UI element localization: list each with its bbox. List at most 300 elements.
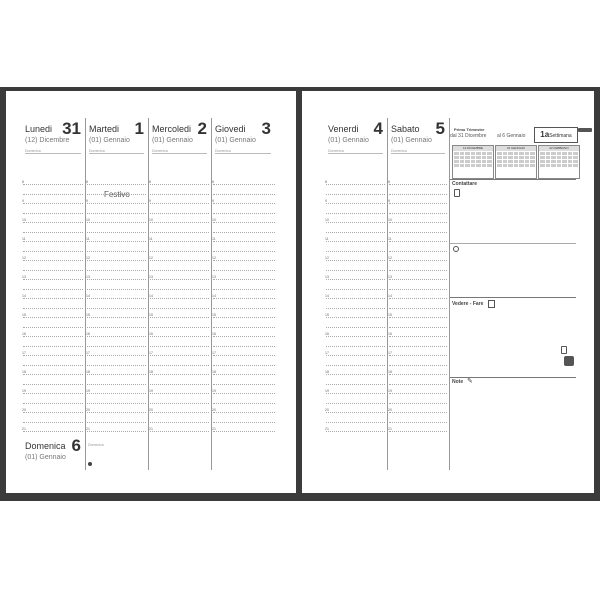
hour-line[interactable]: [87, 194, 146, 195]
hour-line[interactable]: [23, 251, 83, 252]
hour-line[interactable]: [23, 270, 83, 271]
hour-line[interactable]: [389, 260, 447, 261]
hour-label: 12: [86, 256, 90, 260]
day-month: (01) Gennaio: [328, 137, 369, 144]
hour-line[interactable]: [213, 308, 275, 309]
hour-label: 8: [325, 180, 327, 184]
hour-line[interactable]: [389, 308, 447, 309]
hour-line[interactable]: [389, 270, 447, 271]
hour-label: 11: [149, 237, 153, 241]
hour-label: 12: [212, 256, 216, 260]
hour-line[interactable]: [150, 365, 209, 366]
hour-line[interactable]: [213, 412, 275, 413]
hour-line[interactable]: [23, 384, 83, 385]
hour-line[interactable]: [326, 412, 385, 413]
day-number: 6: [71, 436, 81, 455]
hour-line[interactable]: [23, 403, 83, 404]
hour-line[interactable]: [389, 289, 447, 290]
hour-label: 17: [149, 351, 153, 355]
hour-label: 20: [22, 408, 26, 412]
hour-line[interactable]: [326, 279, 385, 280]
hour-line[interactable]: [213, 336, 275, 337]
hour-line[interactable]: [326, 308, 385, 309]
hour-label: 10: [86, 218, 90, 222]
hour-line[interactable]: [326, 346, 385, 347]
hour-line[interactable]: [213, 270, 275, 271]
hour-line[interactable]: [23, 327, 83, 328]
day-month: (01) Gennaio: [391, 137, 432, 144]
hour-line[interactable]: [389, 232, 447, 233]
hour-line[interactable]: [23, 336, 83, 337]
hour-line[interactable]: [389, 279, 447, 280]
hour-line[interactable]: [389, 384, 447, 385]
hour-line[interactable]: [23, 346, 83, 347]
hour-line[interactable]: [23, 222, 83, 223]
hour-line[interactable]: [87, 365, 146, 366]
hour-line[interactable]: [150, 298, 209, 299]
bullet-icon: [88, 462, 92, 466]
day-number: 1: [134, 119, 144, 138]
hour-line[interactable]: [150, 260, 209, 261]
hour-line[interactable]: [23, 308, 83, 309]
hour-line[interactable]: [326, 336, 385, 337]
mini-calendar-february: 02 FEBBRAIO: [538, 145, 580, 179]
hour-line[interactable]: [213, 241, 275, 242]
hour-line[interactable]: [389, 203, 447, 204]
hour-label: 17: [86, 351, 90, 355]
hour-line[interactable]: [23, 279, 83, 280]
hour-line[interactable]: [150, 222, 209, 223]
day-number: 2: [197, 119, 207, 138]
hour-line[interactable]: [389, 346, 447, 347]
hour-line[interactable]: [326, 270, 385, 271]
hour-line[interactable]: [87, 251, 146, 252]
hour-line[interactable]: [87, 308, 146, 309]
hour-label: 14: [149, 294, 153, 298]
hour-line[interactable]: [326, 403, 385, 404]
hour-line[interactable]: [23, 213, 83, 214]
hour-label: 20: [212, 408, 216, 412]
hour-label: 16: [86, 332, 90, 336]
hour-line[interactable]: [326, 431, 385, 432]
hour-line[interactable]: [87, 393, 146, 394]
day-field: Domenica: [391, 149, 407, 153]
hour-label: 9: [325, 199, 327, 203]
hour-line[interactable]: [213, 298, 275, 299]
hour-line[interactable]: [389, 194, 447, 195]
hour-line[interactable]: [150, 336, 209, 337]
day-field: Domenica: [89, 149, 105, 153]
hour-line[interactable]: [389, 298, 447, 299]
day-name: Martedi: [89, 124, 120, 134]
hour-line[interactable]: [87, 374, 146, 375]
hour-line[interactable]: [150, 403, 209, 404]
hour-line[interactable]: [150, 346, 209, 347]
hour-line[interactable]: [326, 384, 385, 385]
hour-label: 21: [86, 427, 90, 431]
hour-label: 20: [86, 408, 90, 412]
hour-line[interactable]: [87, 184, 146, 185]
hour-line[interactable]: [213, 384, 275, 385]
hour-line[interactable]: [389, 374, 447, 375]
day-field: Domenica: [25, 149, 41, 153]
hour-label: 10: [388, 218, 392, 222]
hour-label: 12: [388, 256, 392, 260]
right-page: [302, 91, 594, 493]
hour-line[interactable]: [87, 422, 146, 423]
hour-label: 13: [86, 275, 90, 279]
hour-line[interactable]: [213, 374, 275, 375]
notes-title: Note: [452, 379, 464, 385]
hour-label: 17: [22, 351, 26, 355]
hour-line[interactable]: [326, 355, 385, 356]
day-column-wednesday[interactable]: [148, 118, 211, 178]
hour-line[interactable]: [213, 184, 275, 185]
hour-line[interactable]: [87, 298, 146, 299]
hour-label: 17: [325, 351, 329, 355]
hour-line[interactable]: [326, 298, 385, 299]
hour-line[interactable]: [389, 393, 447, 394]
hour-line[interactable]: [326, 222, 385, 223]
hour-line[interactable]: [389, 251, 447, 252]
day-field: Domenica: [215, 149, 231, 153]
range-from: dal 31 Dicembre: [450, 133, 487, 139]
hour-label: 18: [212, 370, 216, 374]
hour-label: 10: [22, 218, 26, 222]
at-icon: [453, 246, 459, 252]
range-to: al 6 Gennaio: [497, 133, 526, 139]
hour-line[interactable]: [326, 260, 385, 261]
hour-label: 12: [149, 256, 153, 260]
hour-label: 18: [22, 370, 26, 374]
hour-line[interactable]: [23, 184, 83, 185]
hour-label: 9: [388, 199, 390, 203]
day-field: Domenica: [152, 149, 168, 153]
hour-line[interactable]: [87, 213, 146, 214]
hour-label: 14: [325, 294, 329, 298]
hour-line[interactable]: [326, 327, 385, 328]
hour-line[interactable]: [326, 365, 385, 366]
hour-label: 11: [388, 237, 392, 241]
hour-label: 15: [149, 313, 153, 317]
hour-label: 21: [388, 427, 392, 431]
day-column-tuesday[interactable]: [85, 118, 148, 178]
hour-label: 9: [212, 199, 214, 203]
hour-line[interactable]: [150, 327, 209, 328]
hour-line[interactable]: [23, 422, 83, 423]
day-name: Giovedi: [215, 124, 246, 134]
hour-line[interactable]: [150, 317, 209, 318]
hour-line[interactable]: [23, 431, 83, 432]
hour-line[interactable]: [389, 403, 447, 404]
hour-line[interactable]: [213, 355, 275, 356]
hour-label: 19: [86, 389, 90, 393]
hour-line[interactable]: [389, 422, 447, 423]
hour-line[interactable]: [389, 241, 447, 242]
day-column-friday[interactable]: [324, 118, 387, 178]
hour-line[interactable]: [87, 327, 146, 328]
hour-label: 17: [388, 351, 392, 355]
hour-line[interactable]: [213, 346, 275, 347]
hour-label: 12: [22, 256, 26, 260]
hour-label: 15: [212, 313, 216, 317]
hour-line[interactable]: [213, 279, 275, 280]
hour-line[interactable]: [87, 241, 146, 242]
hour-label: 14: [86, 294, 90, 298]
day-number: 5: [435, 119, 445, 138]
hour-line[interactable]: [213, 365, 275, 366]
hour-label: 21: [22, 427, 26, 431]
hour-line[interactable]: [213, 213, 275, 214]
hour-line[interactable]: [389, 184, 447, 185]
hour-line[interactable]: [87, 289, 146, 290]
hour-label: 11: [22, 237, 26, 241]
page-tab[interactable]: [578, 128, 592, 132]
hour-line[interactable]: [150, 355, 209, 356]
hour-line[interactable]: [213, 289, 275, 290]
hour-line[interactable]: [150, 194, 209, 195]
hour-line[interactable]: [150, 270, 209, 271]
hour-label: 16: [325, 332, 329, 336]
hour-line[interactable]: [150, 241, 209, 242]
hour-line[interactable]: [213, 422, 275, 423]
hour-label: 12: [325, 256, 329, 260]
hour-label: 11: [86, 237, 90, 241]
hour-label: 11: [325, 237, 329, 241]
day-name: Domenica: [25, 441, 66, 451]
hour-label: 15: [86, 313, 90, 317]
hour-line[interactable]: [326, 289, 385, 290]
hour-line[interactable]: [23, 203, 83, 204]
hour-line[interactable]: [326, 213, 385, 214]
mini-calendar-january: 01 GENNAIO: [495, 145, 537, 179]
hour-line[interactable]: [389, 336, 447, 337]
hour-label: 11: [212, 237, 216, 241]
hour-label: 18: [388, 370, 392, 374]
hour-label: 9: [149, 199, 151, 203]
hour-label: 14: [212, 294, 216, 298]
hour-line[interactable]: [150, 184, 209, 185]
hour-label: 8: [149, 180, 151, 184]
sunday-field: Domenica: [88, 443, 104, 447]
hour-line[interactable]: [23, 355, 83, 356]
hour-line[interactable]: [213, 222, 275, 223]
left-page: [6, 91, 296, 493]
day-name: Mercoledi: [152, 124, 192, 134]
hour-label: 16: [22, 332, 26, 336]
hour-line[interactable]: [389, 213, 447, 214]
hour-line[interactable]: [87, 336, 146, 337]
hour-line[interactable]: [150, 279, 209, 280]
hour-line[interactable]: [389, 327, 447, 328]
hour-label: 19: [22, 389, 26, 393]
hour-line[interactable]: [213, 393, 275, 394]
pencil-icon: ✎: [467, 378, 473, 385]
hour-line[interactable]: [389, 317, 447, 318]
hour-label: 9: [22, 199, 24, 203]
clipboard-icon: [488, 300, 495, 308]
hour-line[interactable]: [87, 260, 146, 261]
hour-line[interactable]: [326, 422, 385, 423]
hour-line[interactable]: [326, 194, 385, 195]
hour-label: 15: [22, 313, 26, 317]
hour-line[interactable]: [23, 365, 83, 366]
hour-line[interactable]: [150, 308, 209, 309]
hour-line[interactable]: [150, 289, 209, 290]
contacts-title: Contattare: [452, 181, 478, 187]
hour-line[interactable]: [326, 241, 385, 242]
hour-line[interactable]: [326, 203, 385, 204]
hour-line[interactable]: [150, 374, 209, 375]
hour-line[interactable]: [150, 203, 209, 204]
hour-line[interactable]: [326, 317, 385, 318]
day-number: 4: [373, 119, 383, 138]
hour-label: 19: [149, 389, 153, 393]
hour-label: 21: [149, 427, 153, 431]
week-label: Settimana: [549, 133, 572, 139]
hour-line[interactable]: [87, 222, 146, 223]
hour-label: 20: [325, 408, 329, 412]
hour-line[interactable]: [87, 279, 146, 280]
hour-label: 8: [212, 180, 214, 184]
hour-line[interactable]: [87, 203, 146, 204]
hour-line[interactable]: [213, 232, 275, 233]
hour-line[interactable]: [87, 355, 146, 356]
hour-line[interactable]: [389, 431, 447, 432]
mini-calendar-december: 12 DICEMBRE: [452, 145, 494, 179]
hour-line[interactable]: [150, 213, 209, 214]
hour-label: 19: [325, 389, 329, 393]
hour-line[interactable]: [389, 222, 447, 223]
hour-line[interactable]: [389, 412, 447, 413]
hour-label: 10: [149, 218, 153, 222]
hour-line[interactable]: [213, 403, 275, 404]
hour-line[interactable]: [23, 412, 83, 413]
hour-line[interactable]: [150, 251, 209, 252]
hour-line[interactable]: [23, 260, 83, 261]
hour-label: 13: [325, 275, 329, 279]
hour-line[interactable]: [87, 384, 146, 385]
hour-label: 14: [22, 294, 26, 298]
hour-label: 10: [325, 218, 329, 222]
hour-label: 16: [149, 332, 153, 336]
hour-line[interactable]: [150, 431, 209, 432]
hour-line[interactable]: [326, 184, 385, 185]
hour-label: 21: [212, 427, 216, 431]
hour-line[interactable]: [87, 346, 146, 347]
hour-label: 18: [86, 370, 90, 374]
hour-label: 21: [325, 427, 329, 431]
day-field: Domenica: [328, 149, 344, 153]
phone-icon: [454, 189, 460, 197]
hour-label: 8: [22, 180, 24, 184]
hour-line[interactable]: [150, 422, 209, 423]
hour-line[interactable]: [23, 298, 83, 299]
day-name: Lunedi: [25, 124, 53, 134]
day-number: 31: [62, 119, 81, 138]
hour-line[interactable]: [326, 251, 385, 252]
week-number-box: [534, 127, 578, 143]
hour-label: 9: [86, 199, 88, 203]
hour-line[interactable]: [23, 232, 83, 233]
day-column-saturday[interactable]: [387, 118, 449, 178]
hour-label: 14: [388, 294, 392, 298]
hour-label: 16: [388, 332, 392, 336]
hour-line[interactable]: [150, 412, 209, 413]
day-column-sunday[interactable]: [21, 435, 85, 475]
day-name: Venerdi: [328, 124, 359, 134]
hour-label: 8: [86, 180, 88, 184]
hour-line[interactable]: [326, 374, 385, 375]
hour-label: 19: [212, 389, 216, 393]
hour-label: 13: [212, 275, 216, 279]
hour-line[interactable]: [213, 251, 275, 252]
hour-line[interactable]: [150, 384, 209, 385]
hour-line[interactable]: [87, 412, 146, 413]
hour-line[interactable]: [87, 270, 146, 271]
recycle-icon: [564, 356, 574, 366]
hour-label: 15: [388, 313, 392, 317]
hour-line[interactable]: [213, 327, 275, 328]
phone-icon-2: [561, 346, 567, 354]
day-number: 3: [261, 119, 271, 138]
hour-label: 13: [388, 275, 392, 279]
hour-label: 17: [212, 351, 216, 355]
hour-line[interactable]: [389, 355, 447, 356]
hour-line[interactable]: [87, 431, 146, 432]
trimester-label: Primo Trimestre: [454, 127, 485, 132]
hour-line[interactable]: [23, 317, 83, 318]
hour-label: 18: [149, 370, 153, 374]
hour-line[interactable]: [150, 232, 209, 233]
hour-line[interactable]: [23, 289, 83, 290]
hour-line[interactable]: [326, 393, 385, 394]
holiday-label: Festivo: [104, 190, 130, 199]
hour-line[interactable]: [213, 260, 275, 261]
day-column-thursday[interactable]: [211, 118, 275, 178]
hour-label: 18: [325, 370, 329, 374]
hour-label: 20: [149, 408, 153, 412]
hour-line[interactable]: [23, 393, 83, 394]
hour-line[interactable]: [23, 194, 83, 195]
hour-line[interactable]: [23, 374, 83, 375]
hour-label: 13: [149, 275, 153, 279]
hour-label: 15: [325, 313, 329, 317]
hour-line[interactable]: [150, 393, 209, 394]
hour-line[interactable]: [23, 241, 83, 242]
hour-label: 13: [22, 275, 26, 279]
day-month: (01) Gennaio: [25, 454, 66, 461]
hour-line[interactable]: [326, 232, 385, 233]
hour-line[interactable]: [213, 431, 275, 432]
hour-line[interactable]: [213, 194, 275, 195]
see-do-title: Vedere - Fare: [452, 301, 484, 307]
hour-line[interactable]: [87, 403, 146, 404]
day-month: (01) Gennaio: [89, 137, 130, 144]
hour-label: 19: [388, 389, 392, 393]
week-number: 1a: [540, 130, 550, 139]
day-month: (01) Gennaio: [152, 137, 193, 144]
hour-line[interactable]: [389, 365, 447, 366]
hour-line[interactable]: [213, 203, 275, 204]
day-column-monday[interactable]: [21, 118, 85, 178]
day-month: (01) Gennaio: [215, 137, 256, 144]
hour-line[interactable]: [87, 232, 146, 233]
hour-label: 16: [212, 332, 216, 336]
hour-line[interactable]: [213, 317, 275, 318]
hour-label: 8: [388, 180, 390, 184]
hour-line[interactable]: [87, 317, 146, 318]
